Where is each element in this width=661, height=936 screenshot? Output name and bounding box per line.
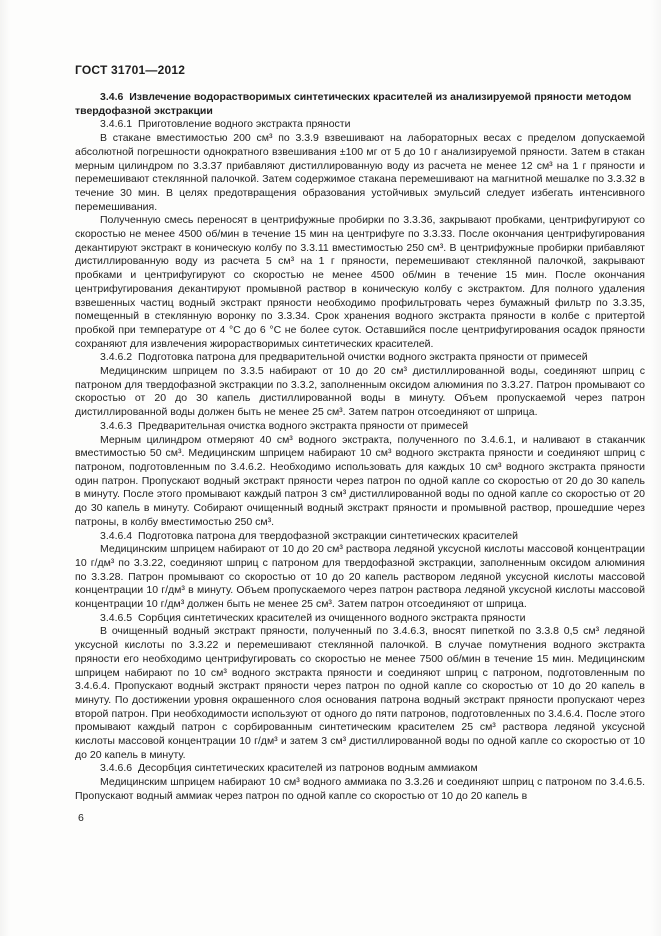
section-heading-3-4-6: 3.4.6 Извлечение водорастворимых синтетических красителей из анализируемой пряности методом твердофазной экстракции [75, 91, 632, 117]
paragraph: Медицинским шприцем набирают от 10 до 20 см³ раствора ледяной уксусной кислоты массовой концентрации 10 г/дм³ по 3.3.22, соединяют шприц с патроном для твердофазной экстракции, заполненным оксидом алюминия по 3.3.28. Патрон промывают со скоростью от 10 до 20 капель раствором ледяной уксусной кислоты массовой концентрации 10 г/дм³ в минуту. Объем пропускаемого через патрон раствора ледяной уксусной кислоты массовой концентрации 10 г/дм³ должен быть не менее 25 см³. Затем патрон отсоединяют от шприца. [75, 543, 645, 611]
doc-header: ГОСТ 31701—2012 [75, 63, 186, 77]
subsection-heading-3-4-6-1: 3.4.6.1 Приготовление водного экстракта пряности [100, 118, 351, 131]
paragraph: Медицинским шприцем по 3.3.5 набирают от 10 до 20 см³ дистиллированной воды, соединяют шприц с патроном для твердофазной экстракции по 3.3.2, заполненным оксидом алюминия по 3.3.27. Патрон промывают со скоростью от 20 до 30 капель дистиллированной воды в минуту. Объем пропускаемой через патрон дистиллированной воды должен быть не менее 25 см³. Затем патрон отсоединяют от шприца. [75, 365, 645, 419]
paragraph: Медицинским шприцем набирают 10 см³ водного аммиака по 3.3.26 и соединяют шприц с патроном по 3.4.6.5. Пропускают водный аммиак через патрон по одной капле со скоростью от 10 до 20 капель в [75, 776, 645, 802]
paragraph: Полученную смесь переносят в центрифужные пробирки по 3.3.36, закрывают пробками, центрифугируют со скоростью не менее 4500 об/мин в течение 15 мин на центрифуге по 3.3.33. После окончания центрифугирования декантируют экстракт в коническую колбу по 3.3.11 вместимостью 250 см³. В центрифужные пробирки прибавляют дистиллированную воду из расчета 5 см³ на 1 г пряности, перемешивают стеклянной палочкой, закрывают пробками и центрифугируют со скоростью не менее 4500 об/мин в течение 15 мин. После окончания центрифугирования декантируют промывной раствор в коническую колбу с экстрактом. Для полного удаления взвешенных частиц водный экстракт пряности необходимо профильтровать через бумажный фильтр по 3.3.35, помещенный в стеклянную воронку по 3.3.34. Срок хранения водного экстракта пряности в колбе с притертой пробкой при температуре от 4 °С до 6 °С не более суток. Оставшийся после центрифугирования осадок пряности сохраняют для извлечения жирорастворимых синтетических красителей. [75, 214, 645, 350]
paragraph: В очищенный водный экстракт пряности, полученный по 3.4.6.3, вносят пипеткой по 3.3.8 0,5 см³ ледяной уксусной кислоты по 3.3.22 и перемешивают стеклянной палочкой. В случае помутнения водного экстракта пряности его необходимо центрифугировать со скоростью не менее 7500 об/мин в течение 15 мин. Медицинским шприцем набирают по 10 см³ водного экстракта пряности и соединяют шприц с патроном, подготовленным по 3.4.6.4. Пропускают водный экстракт пряности через патрон по одной капле со скоростью от 10 до 20 капель в минуту. По достижении уровня окрашенного слоя основания патрона водный экстракт пряности пропускают через второй патрон. При необходимости используют от одного до пяти патронов, подготовленных по 3.4.6.4. После этого промывают каждый патрон с сорбированным синтетическим красителем 25 см³ раствора ледяной уксусной кислоты массовой концентрации 10 г/дм³ и затем 3 см³ дистиллированной воды по одной капле со скоростью от 10 до 20 капель в минуту. [75, 625, 645, 761]
subsection-heading-3-4-6-4: 3.4.6.4 Подготовка патрона для твердофазной экстракции синтетических красителей [100, 529, 519, 542]
subsection-heading-3-4-6-5: 3.4.6.5 Сорбция синтетических красителей из очищенного водного экстракта пряности [100, 611, 526, 624]
document-body [75, 91, 645, 825]
subsection-heading-3-4-6-3: 3.4.6.3 Предварительная очистка водного экстракта пряности от примесей [100, 419, 469, 432]
paragraph: Мерным цилиндром отмеряют 40 см³ водного экстракта, полученного по 3.4.6.1, и наливают в стаканчик вместимостью 50 см³. Медицинским шприцем набирают 10 см³ водного экстракта пряности и соединяют шприц с патроном, подготовленным по 3.4.6.2. Необходимо использовать для каждых 10 см³ водного экстракта пряности один патрон. Пропускают водный экстракт пряности через патрон по одной капле со скоростью от 20 до 30 капель в минуту. После этого промывают каждый патрон 3 см³ дистиллированной воды по одной капле со скоростью от 20 до 30 капель в минуту. Собирают очищенный водный экстракт пряности и промывной раствор, прошедшие через патроны, в колбу вместимостью 250 см³. [75, 433, 645, 528]
paragraph: В стакане вместимостью 200 см³ по 3.3.9 взвешивают на лабораторных весах с пределом допускаемой абсолютной погрешности однократного взвешивания ±100 мг от 5 до 10 г анализируемой пряности. Затем в стакан мерным цилиндром по 3.3.37 прибавляют дистиллированную воду из расчета не менее 12 см³ на 1 г пряности и перемешивают стеклянной палочкой. Затем содержимое стакана перемешивают на магнитной мешалке по 3.3.32 в течение 30 мин. В целях предотвращения образования устойчивых эмульсий следует избегать интенсивного перемешивания. [75, 132, 645, 213]
subsection-heading-3-4-6-2: 3.4.6.2 Подготовка патрона для предварительной очистки водного экстракта пряности от примесей [100, 351, 588, 364]
subsection-heading-3-4-6-6: 3.4.6.6 Десорбция синтетических красителей из патронов водным аммиаком [100, 762, 478, 775]
page-number: 6 [78, 811, 84, 824]
